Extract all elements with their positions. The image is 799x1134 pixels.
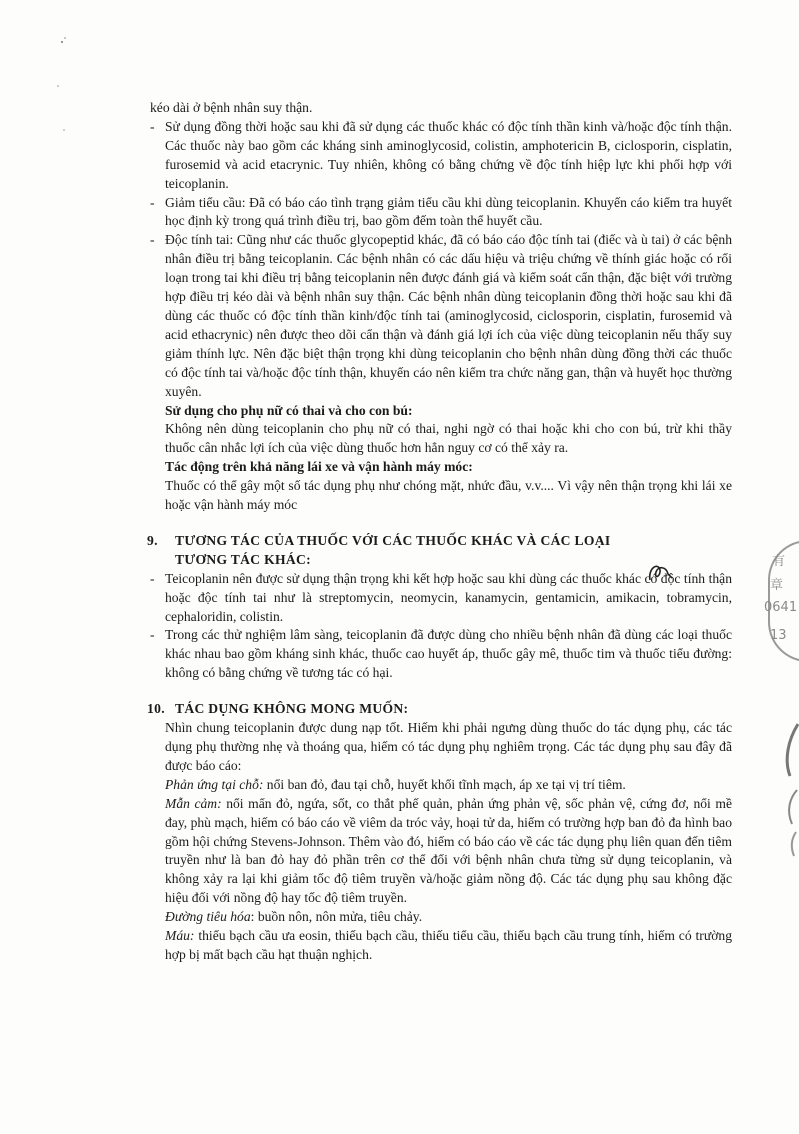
- gastrointestinal: Đường tiêu hóa: buồn nôn, nôn mửa, tiêu chảy.: [165, 909, 423, 925]
- edge-seal-fragment: [770, 720, 799, 860]
- driving-heading: Tác động trên khả năng lái xe và vận hành máy móc:: [165, 459, 473, 475]
- section-10: [147, 700, 732, 965]
- pregnancy-text: Không nên dùng teicoplanin cho phụ nữ có thai, nghi ngờ có thai hoặc khi cho con bú, trừ khi thầy thuốc cân nhắc lợi ích của việc dùng thuốc hơn hẳn nguy cơ có thể xảy ra.: [165, 421, 732, 456]
- bullet-item-neurotoxicity: - Sử dụng đồng thời hoặc sau khi đã sử dụng các thuốc khác có độc tính thần kinh và/hoặc độc tính thận. Các thuốc này bao gồm các kháng sinh aminoglycosid, colistin, amphotericin B, ciclosporin, cisplatin, furosemid và acid etacrynic. Tuy nhiên, không có bằng chứng về độc tính hiệp lực khi phối hợp với teicoplanin.: [150, 118, 732, 191]
- stamp-text: 有: [772, 554, 786, 569]
- section-10-heading: 10. TÁC DỤNG KHÔNG MONG MUỐN:: [147, 701, 409, 717]
- bullet-item-thrombocytopenia: - Giảm tiểu cầu: Đã có báo cáo tình trạng giảm tiểu cầu khi dùng teicoplanin. Khuyến cáo kiểm tra huyết học định kỳ trong quá trình điều trị, bao gồm đếm toàn thể huyết cầu.: [150, 194, 732, 229]
- section-9-bullet: - Trong các thử nghiệm lâm sàng, teicoplanin đã được dùng cho nhiều bệnh nhân đã dùng các loại thuốc khác nhau bao gồm kháng sinh khác, thuốc cao huyết áp, thuốc gây mê, thuốc tim và thuốc tiểu đường: không có bằng chứng về tương tác có hại.: [150, 627, 732, 681]
- handwritten-initials: [646, 560, 676, 586]
- document-body: [147, 99, 732, 965]
- bullet-item-ototoxicity: - Độc tính tai: Cũng như các thuốc glycopeptid khác, đã có báo cáo độc tính tai (điếc và ù tai) ở các bệnh nhân điều trị bằng teicoplanin. Các bệnh nhân có các dấu hiệu và triệu chứng về thính giác hoặc có rối loạn trong tai khi điều trị bằng teicoplanin nên được đánh giá và kiểm soát cẩn thận, đặc biệt với trường hợp điều trị kéo dài và bệnh nhân suy thận. Các bệnh nhân dùng teicoplanin đồng thời hoặc sau khi đã dùng các thuốc có độc tính thần kinh/độc tính tai (aminoglycosid, ciclosporin, cisplatin, furosemid và acid ethacrynic) nên được theo dõi cẩn thận và đánh giá lợi ích của việc dùng teicoplanin nếu thấy suy giảm thính lực. Nên đặc biệt thận trọng khi dùng teicoplanin cho bệnh nhân dùng đồng thời các thuốc có độc tính tai và/hoặc độc tính thận, khuyến cáo nên kiểm tra chức năng gan, thận và huyết học thường xuyên.: [150, 232, 732, 399]
- bullet-dash: -: [150, 627, 155, 643]
- hypersensitivity: Mẫn cảm: nổi mẩn đỏ, ngứa, sốt, co thắt phế quản, phản ứng phản vệ, sốc phản vệ, cứng đơ, nổi mề đay, phù mạch, hiếm có báo cáo về viêm da tróc vảy, hoại tử da, hiếm có trường hợp ban đỏ đa hình bao gồm hội chứng Stevens-Johnson. Thêm vào đó, hiếm có báo cáo về các tác dụng phụ liên quan đến tiêm truyền như là ban đỏ hay đỏ phần trên cơ thể đối với bệnh nhân chưa từng sử dụng teicoplanin, và không xảy ra lại khi giảm tốc độ tiêm truyền và/hoặc giảm nồng độ. Các tác dụng phụ sau không đặc hiệu đối với nồng độ hay tốc độ tiêm truyền.: [165, 795, 732, 906]
- pregnancy-block: [150, 402, 732, 515]
- bullet-dash: -: [150, 570, 155, 586]
- stamp-text: 0641: [764, 600, 798, 615]
- stamp-text: 章: [770, 578, 784, 593]
- section-10-intro: Nhìn chung teicoplanin được dung nạp tốt. Hiếm khi phải ngưng dùng thuốc do tác dụng phụ, các tác dụng phụ thường nhẹ và thoáng qua, hiếm có tác dụng phụ nghiêm trọng. Các tác dụng phụ sau đây đã được báo cáo:: [165, 720, 732, 773]
- company-stamp: [760, 540, 799, 660]
- section-10-body: [147, 719, 732, 965]
- pregnancy-heading: Sử dụng cho phụ nữ có thai và cho con bú:: [165, 402, 413, 418]
- blood: Máu: thiếu bạch cầu ưa eosin, thiếu bạch cầu, thiếu tiểu cầu, thiếu bạch cầu trung tính, hiếm có trường hợp bị mất bạch cầu hạt thuận nghịch.: [165, 928, 732, 962]
- bullet-dash: -: [150, 118, 155, 134]
- section-9: [147, 532, 732, 683]
- bullet-dash: -: [150, 194, 155, 210]
- section-9-heading: 9. TƯƠNG TÁC CỦA THUỐC VỚI CÁC THUỐC KHÁC VÀ CÁC LOẠI TƯƠNG TÁC KHÁC:: [147, 532, 611, 567]
- stamp-text: 13: [770, 628, 787, 643]
- local-reactions: Phản ứng tại chỗ: nổi ban đỏ, đau tại chỗ, huyết khối tĩnh mạch, áp xe tại vị trí tiêm.: [165, 776, 626, 792]
- driving-text: Thuốc có thể gây một số tác dụng phụ như chóng mặt, nhức đầu, v.v.... Vì vậy nên thận trọng khi lái xe hoặc vận hành máy móc: [165, 478, 732, 513]
- scan-specks: [50, 28, 70, 148]
- continued-line: kéo dài ở bệnh nhân suy thận.: [150, 100, 313, 115]
- bullet-dash: -: [150, 232, 155, 248]
- section-9-bullet: - Teicoplanin nên được sử dụng thận trọng khi kết hợp hoặc sau khi dùng các thuốc khác có độc tính thận hoặc độc tính tai như là streptomycin, neomycin, kanamycin, gentamicin, amikacin, tobramycin, cephaloridin, colistin.: [150, 570, 732, 624]
